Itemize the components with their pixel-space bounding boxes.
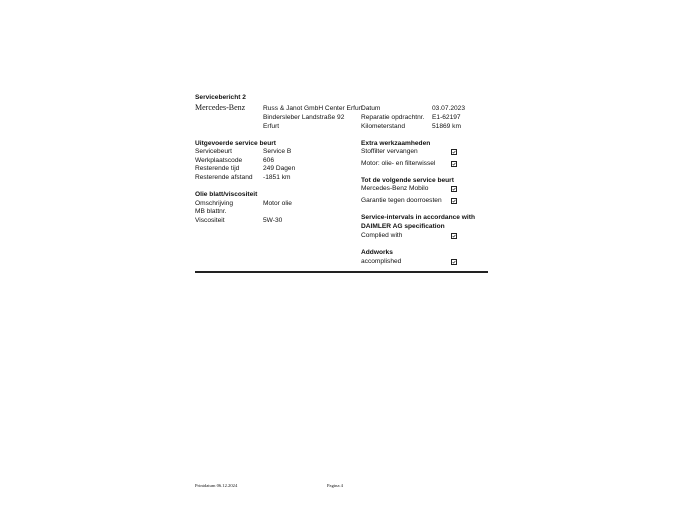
service-type-value: Service B [263,148,292,155]
remaining-time-label: Resterende tijd [195,165,240,172]
section-divider [195,271,488,273]
oil-heading: Olie blatt/viscositeit [195,191,258,198]
meta-mileage-value: 51869 km [432,123,461,130]
meta-order-value: E1-62197 [432,114,461,121]
oil-sheet-label: MB blattnr. [195,208,227,215]
oil-description-label: Omschrijving [195,200,234,207]
extra-item-checkbox[interactable] [451,161,457,167]
next-service-heading: Tot de volgende service beurt [361,177,454,184]
viscosity-value: 5W-30 [263,217,283,224]
remaining-time-value: 249 Dagen [263,165,296,172]
extra-item-label: Stoffilter vervangen [361,148,418,155]
extra-heading: Extra werkzaamheden [361,140,431,147]
workshop-city: Erfurt [263,123,280,130]
intervals-heading-line1: Service-intervals in accordance with [361,214,475,221]
report-title: Servicebericht 2 [195,94,246,101]
next-service-item-checkbox[interactable] [451,198,457,204]
service-heading: Uitgevoerde service beurt [195,140,276,147]
oil-description-value: Motor olie [263,200,292,207]
extra-item-label: Motor: olie- en filterwissel [361,160,436,167]
meta-date-value: 03.07.2023 [432,105,466,112]
remaining-distance-value: -1851 km [263,174,291,181]
intervals-item-checkbox[interactable] [451,233,457,239]
meta-mileage-label: Kilometerstand [361,123,405,130]
workshop-code-label: Werkplaatscode [195,157,243,164]
brand-logo-text: Mercedes-Benz [195,103,246,112]
service-type-label: Servicebeurt [195,148,233,155]
workshop-street: Bindersleber Landstraße 92 [263,114,345,121]
meta-date-label: Datum [361,105,381,112]
next-service-item-checkbox[interactable] [451,186,457,192]
addworks-item-label: accomplished [361,258,402,265]
intervals-heading-line2: DAIMLER AG specification [361,223,445,230]
next-service-item-label: Garantie tegen doorroesten [361,197,442,204]
page-number: Pagina 4 [327,483,343,488]
addworks-item-checkbox[interactable] [451,259,457,265]
remaining-distance-label: Resterende afstand [195,174,253,181]
next-service-item-label: Mercedes-Benz Mobilo [361,185,429,192]
print-date: Printdatum 06.12.2024 [195,483,238,488]
extra-item-checkbox[interactable] [451,149,457,155]
workshop-name: Russ & Janot GmbH Center Erfurt [263,105,363,112]
addworks-heading: Addworks [361,249,393,256]
viscosity-label: Viscositeit [195,217,225,224]
meta-order-label: Reparatie opdrachtnr. [361,114,425,121]
workshop-code-value: 606 [263,157,275,164]
intervals-item-label: Complied with [361,232,403,239]
